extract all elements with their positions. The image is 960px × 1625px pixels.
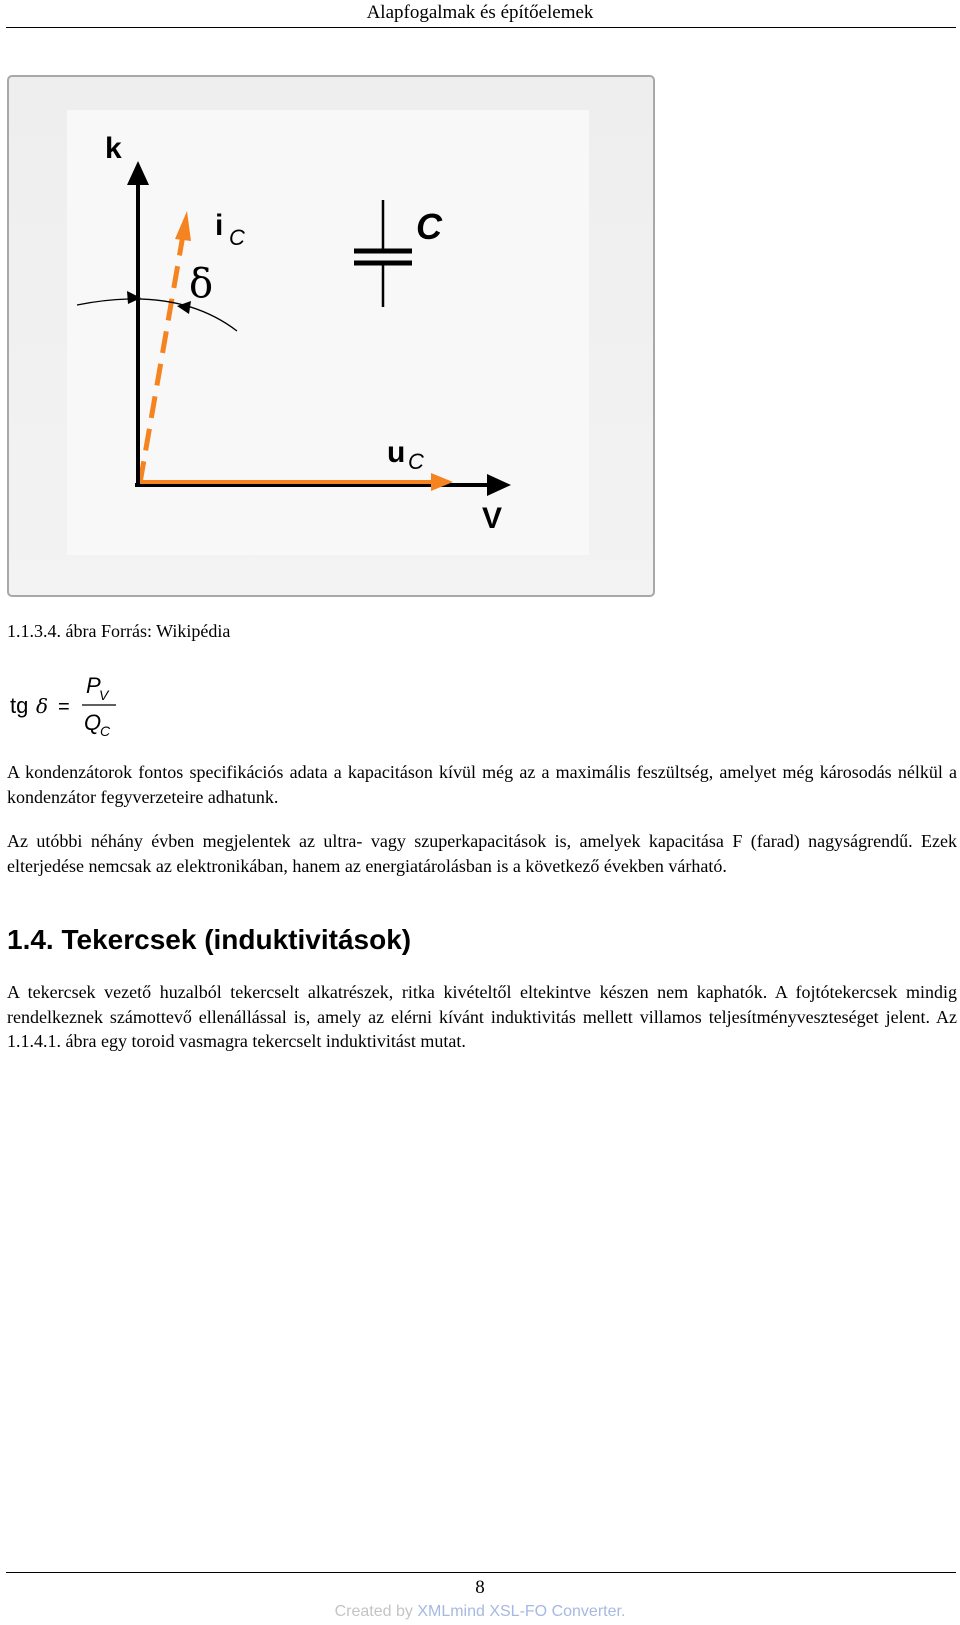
formula-numerator-subscript: V — [99, 687, 109, 703]
header-divider — [6, 27, 956, 28]
figure-inner-panel — [67, 110, 589, 555]
running-header: Alapfogalmak és építőelemek — [366, 2, 594, 23]
voltage-label: u — [387, 436, 406, 469]
paragraph-supercapacitors: Az utóbbi néhány évben megjelentek az ultra- vagy szuperkapacitások is, amelyek kapacitása F (farad) nagyságrendű. Ezek elterjedése nemcsak az elektronikában, hanem az energiatárolásban is a következő években várható. — [7, 831, 957, 876]
watermark-prefix: Created by — [334, 1603, 413, 1620]
current-label: i — [215, 209, 224, 242]
y-axis-label: k — [105, 132, 122, 165]
formula-denominator: Q — [84, 710, 102, 735]
loss-tangent-formula — [8, 668, 148, 738]
paragraph-inductors: A tekercsek vezető huzalból tekercselt alkatrészek, ritka kivételtől eltekintve készen nem kaphatók. A fojtótekercsek mindig rendelkeznek számottevő ellenállással is, amely az elérni kívánt induktivitás mellett villamos teljesítményveszteséget jelent. Az 1.1.4.1. ábra egy toroid vasmagra tekercselt induktivitást mutat. — [7, 982, 957, 1051]
x-axis-label: V — [482, 502, 503, 535]
formula-delta: δ — [36, 694, 49, 718]
capacitor-label: C — [416, 206, 442, 247]
capacitor-phasor-figure — [7, 75, 657, 599]
section-heading: 1.4. Tekercsek (induktivitások) — [7, 924, 412, 955]
converter-watermark — [0, 1602, 960, 1622]
formula-tg: tg — [10, 693, 29, 718]
current-label-subscript: C — [229, 225, 245, 250]
formula-equals: = — [58, 696, 70, 718]
formula-denominator-subscript: C — [100, 723, 111, 738]
formula-numerator: P — [86, 673, 101, 698]
watermark-converter-link[interactable]: XMLmind XSL-FO Converter. — [417, 1603, 626, 1620]
figure-caption: 1.1.3.4. ábra Forrás: Wikipédia — [7, 621, 231, 641]
page-number: 8 — [475, 1577, 485, 1598]
footer-divider — [6, 1572, 956, 1573]
paragraph-capacitor-voltage: A kondenzátorok fontos specifikációs adata a kapacitáson kívül még az a maximális feszültség, amelyet még károsodás nélkül a kondenzátor fegyverzeteire adhatunk. — [7, 762, 957, 807]
voltage-label-subscript: C — [408, 449, 424, 474]
angle-label: δ — [189, 261, 214, 307]
